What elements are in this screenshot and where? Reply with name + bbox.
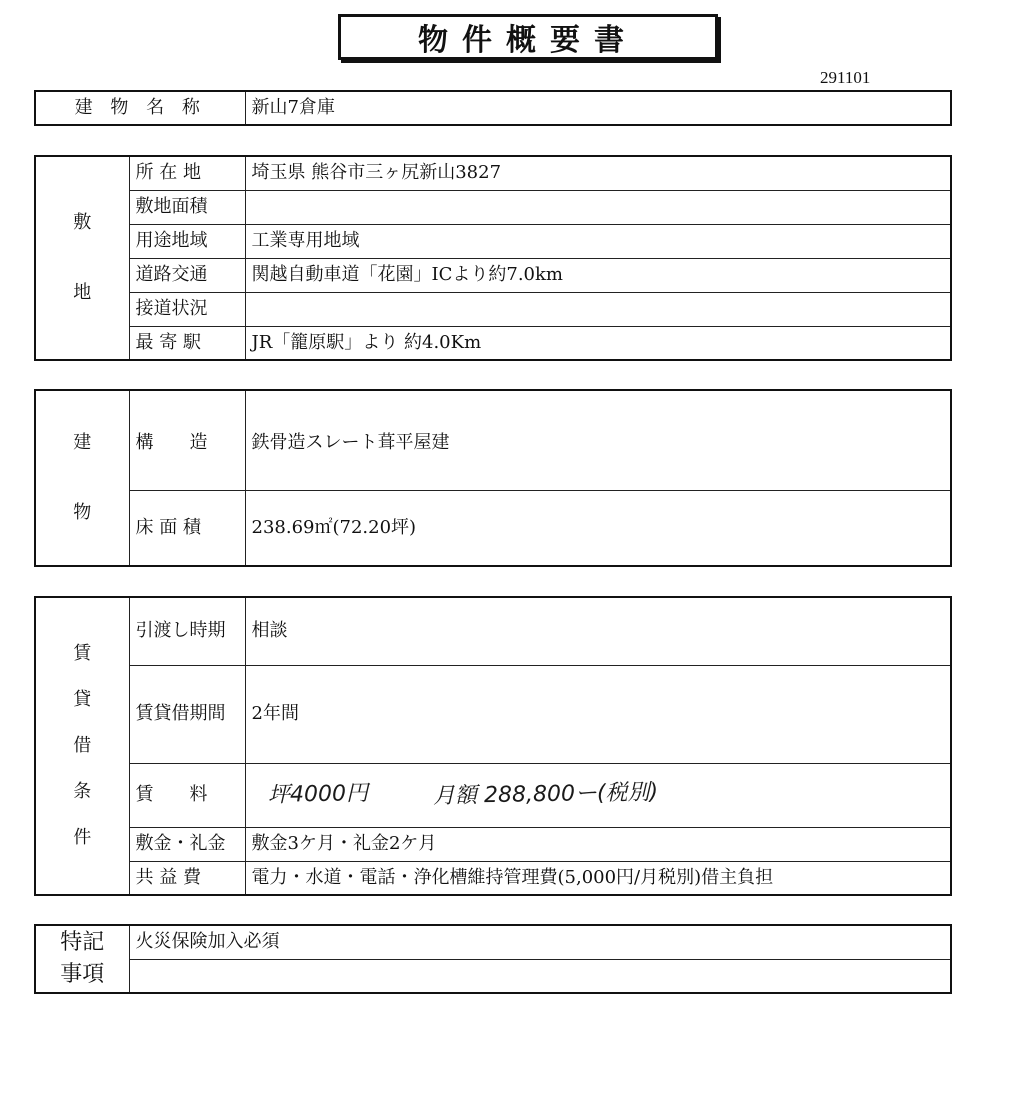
lease-category-char-4: 条 bbox=[73, 781, 92, 803]
notes-category bbox=[35, 925, 129, 993]
site-label-area: 敷地面積 bbox=[129, 190, 245, 224]
document-title: 物件概要書 bbox=[338, 14, 718, 60]
building-name-label: 建 物 名 称 bbox=[35, 91, 245, 125]
building-label-floor-area: 床 面 積 bbox=[129, 490, 245, 566]
building-value-structure: 鉄骨造スレート葺平屋建 bbox=[245, 390, 951, 490]
lease-value-common-fee: 電力・水道・電話・浄化槽維持管理費(5,000円/月税別)借主負担 bbox=[245, 861, 951, 895]
lease-label-handover: 引渡し時期 bbox=[129, 597, 245, 665]
lease-category-char-2: 貸 bbox=[73, 689, 92, 711]
site-value-zoning: 工業専用地域 bbox=[245, 224, 951, 258]
lease-label-rent: 賃 料 bbox=[129, 763, 245, 827]
notes-value-1: 火災保険加入必須 bbox=[129, 925, 951, 959]
rent-monthly: 月額 288,800ー(税別) bbox=[433, 779, 659, 809]
lease-value-term: 2年間 bbox=[245, 665, 951, 763]
building-name-table bbox=[34, 90, 952, 126]
building-value-floor-area: 238.69㎡(72.20坪) bbox=[245, 490, 951, 566]
building-category bbox=[35, 390, 129, 566]
lease-category-char-1: 賃 bbox=[73, 643, 92, 665]
notes-value-2 bbox=[129, 959, 951, 993]
site-value-road bbox=[245, 292, 951, 326]
building-table bbox=[34, 389, 952, 567]
lease-value-deposit: 敷金3ケ月・礼金2ケ月 bbox=[245, 827, 951, 861]
site-label-location: 所 在 地 bbox=[129, 156, 245, 190]
site-label-road: 接道状況 bbox=[129, 292, 245, 326]
site-value-location: 埼玉県 熊谷市三ヶ尻新山3827 bbox=[245, 156, 951, 190]
site-label-access: 道路交通 bbox=[129, 258, 245, 292]
building-category-char-2: 物 bbox=[73, 502, 92, 524]
site-table bbox=[34, 155, 952, 361]
site-label-zoning: 用途地域 bbox=[129, 224, 245, 258]
building-label-structure: 構 造 bbox=[129, 390, 245, 490]
lease-label-deposit: 敷金・礼金 bbox=[129, 827, 245, 861]
lease-value-rent bbox=[245, 763, 951, 827]
site-category-char-2: 地 bbox=[73, 282, 92, 304]
lease-value-handover: 相談 bbox=[245, 597, 951, 665]
notes-category-line-2: 事項 bbox=[60, 961, 105, 987]
lease-label-term: 賃貸借期間 bbox=[129, 665, 245, 763]
notes-table bbox=[34, 924, 952, 994]
site-category-char-1: 敷 bbox=[73, 212, 92, 234]
site-label-station: 最 寄 駅 bbox=[129, 326, 245, 360]
document-number: 291101 bbox=[820, 68, 871, 87]
lease-table bbox=[34, 596, 952, 896]
site-value-area bbox=[245, 190, 951, 224]
lease-label-common-fee: 共 益 費 bbox=[129, 861, 245, 895]
lease-category-char-3: 借 bbox=[73, 735, 92, 757]
rent-per-tsubo: 坪4000円 bbox=[267, 781, 368, 808]
notes-category-line-1: 特記 bbox=[60, 929, 105, 955]
building-category-char-1: 建 bbox=[73, 432, 92, 454]
lease-category bbox=[35, 597, 129, 895]
site-value-station: JR「籠原駅」より 約4.0Km bbox=[245, 326, 951, 360]
lease-category-char-5: 件 bbox=[73, 827, 92, 849]
site-value-access: 関越自動車道「花園」ICより約7.0km bbox=[245, 258, 951, 292]
site-category bbox=[35, 156, 129, 360]
building-name-value: 新山7倉庫 bbox=[245, 91, 951, 125]
